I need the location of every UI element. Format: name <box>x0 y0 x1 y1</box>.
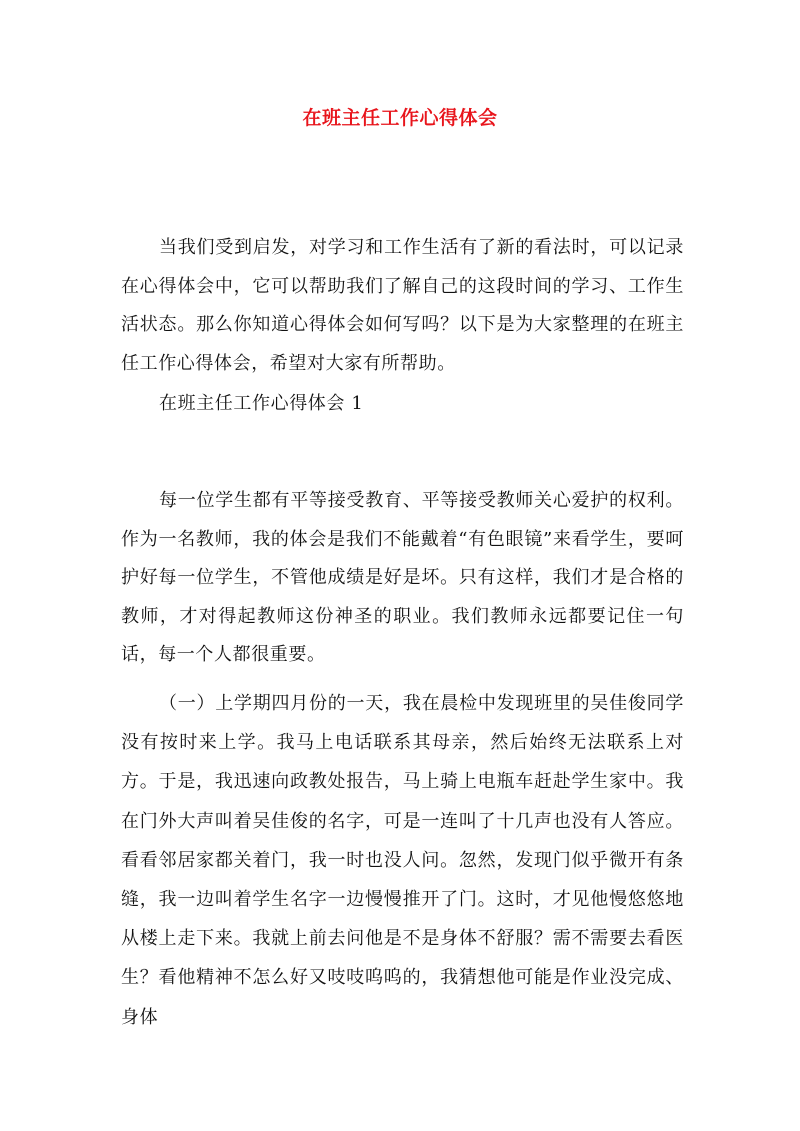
section-heading: 在班主任工作心得体会 1 <box>159 393 364 414</box>
body-paragraph-1: 每一位学生都有平等接受教育、平等接受教师关心爱护的权利。作为一名教师，我的体会是我们不能戴着“有色眼镜”来看学生，要呵护好每一位学生，不管他成绩是好是坏。只有这样，我们才是合格的教师，才对得起教师这份神圣的职业。我们教师永远都要记住一句话，每一个人都很重要。 <box>121 490 684 666</box>
body-paragraph-2: （一）上学期四月份的一天，我在晨检中发现班里的吴佳俊同学没有按时来上学。我马上电话联系其母亲，然后始终无法联系上对方。于是，我迅速向政教处报告，马上骑上电瓶车赶赴学生家中。我在门外大声叫着吴佳俊的名字，可是一连叫了十几声也没有人答应。看看邻居家都关着门，我一时也没人问。忽然，发现门似乎微开有条缝，我一边叫着学生名字一边慢慢推开了门。这时，才见他慢悠悠地从楼上走下来。我就上前去问他是不是身体不舒服？需不需要去看医生？看他精神不怎么好又吱吱呜呜的，我猜想他可能是作业没完成、身体 <box>121 693 684 1028</box>
intro-paragraph: 当我们受到启发，对学习和工作生活有了新的看法时，可以记录在心得体会中，它可以帮助我们了解自己的这段时间的学习、工作生活状态。那么你知道心得体会如何写吗？以下是为大家整理的在班主任工作心得体会，希望对大家有所帮助。 <box>121 237 684 374</box>
document-title: 在班主任工作心得体会 <box>302 107 498 129</box>
